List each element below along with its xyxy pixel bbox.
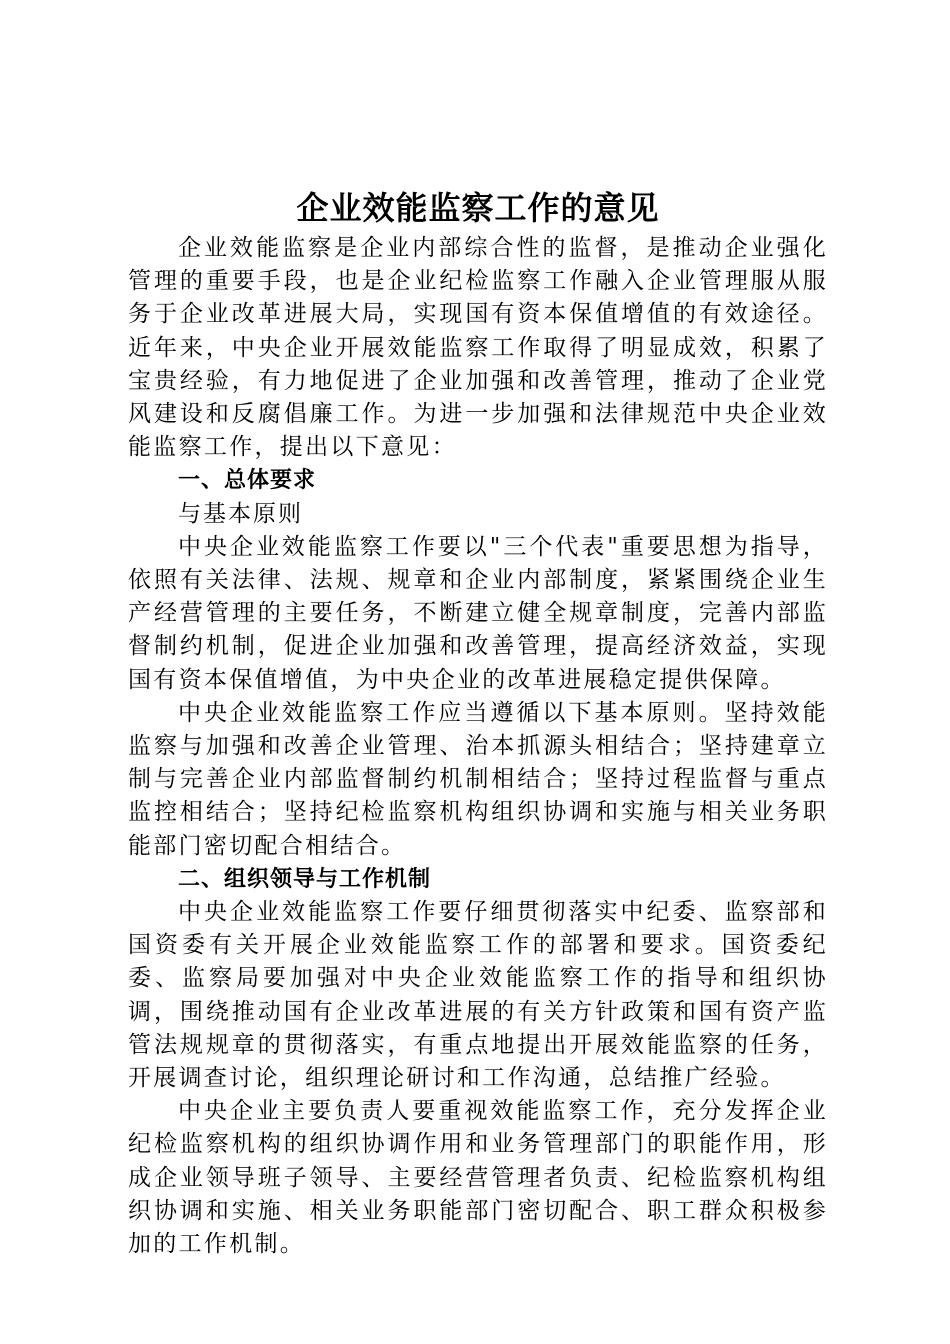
- document-body: [128, 186, 828, 1261]
- section-2-paragraph-1: 中央企业效能监察工作要仔细贯彻落实中纪委、监察部和国资委有关开展企业效能监察工作的部署和要求。国资委纪委、监察局要加强对中央企业效能监察工作的指导和组织协调，围绕推动国有企业改革进展的有关方针政策和国有资产监管法规规章的贯彻落实，有重点地提出开展效能监察的任务，开展调查讨论，组织理论研讨和工作沟通，总结推广经验。: [128, 899, 828, 1092]
- section-1-paragraph-1: 中央企业效能监察工作要以"三个代表"重要思想为指导，依照有关法律、法规、规章和企业内部制度，紧紧围绕企业生产经营管理的主要任务，不断建立健全规章制度，完善内部监督制约机制，促进企业加强和改善管理，提高经济效益，实现国有资本保值增值，为中央企业的改革进展稳定提供保障。: [128, 533, 828, 693]
- section-1-heading: 一、总体要求: [178, 468, 317, 494]
- section-1-paragraph-2: 中央企业效能监察工作应当遵循以下基本原则。坚持效能监察与加强和改善企业管理、治本抓源头相结合；坚持建章立制与完善企业内部监督制约机制相结合；坚持过程监督与重点监控相结合；坚持纪检监察机构组织协调和实施与相关业务职能部门密切配合相结合。: [128, 699, 828, 859]
- intro-paragraph: 企业效能监察是企业内部综合性的监督，是推动企业强化管理的重要手段，也是企业纪检监察工作融入企业管理服从服务于企业改革进展大局，实现国有资本保值增值的有效途径。近年来，中央企业开展效能监察工作取得了明显成效，积累了宝贵经验，有力地促进了企业加强和改善管理，推动了企业党风建设和反腐倡廉工作。为进一步加强和法律规范中央企业效能监察工作，提出以下意见：: [128, 235, 828, 461]
- section-2-heading: 二、组织领导与工作机制: [178, 866, 432, 892]
- section-2-paragraph-2: 中央企业主要负责人要重视效能监察工作，充分发挥企业纪检监察机构的组织协调作用和业务管理部门的职能作用，形成企业领导班子领导、主要经营管理者负责、纪检监察机构组织协调和实施、相关业务职能部门密切配合、职工群众积极参加的工作机制。: [128, 1098, 828, 1258]
- section-1-subheading: 与基本原则: [178, 500, 303, 527]
- document-title: 企业效能监察工作的意见: [296, 189, 660, 227]
